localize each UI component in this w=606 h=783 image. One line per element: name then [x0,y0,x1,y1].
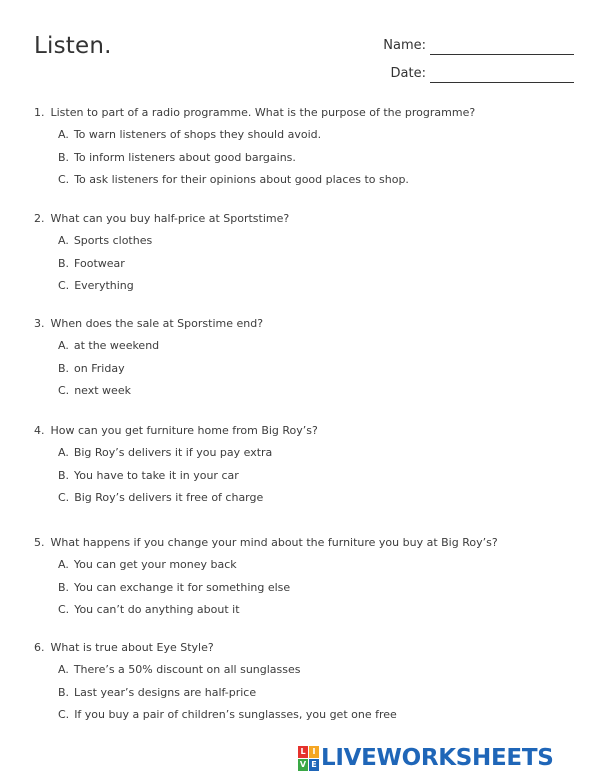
option-letter: A. [58,234,69,247]
answer-option[interactable] [58,257,125,270]
option-text: Footwear [74,257,125,270]
answer-option[interactable] [58,581,290,594]
answer-option[interactable] [58,279,134,292]
answer-option[interactable] [58,362,125,375]
question-2 [34,212,290,292]
answer-option[interactable] [58,128,321,141]
option-letter: A. [58,663,69,676]
question-6 [34,641,397,721]
option-letter: B. [58,151,70,164]
option-text: There’s a 50% discount on all sunglasses [73,663,301,676]
answer-option[interactable] [58,603,240,616]
answer-option[interactable] [58,491,263,504]
logo-letter: E [309,759,319,771]
question-3 [34,317,264,397]
question-prompt: When does the sale at Sporstime end? [50,317,264,330]
answer-option[interactable] [58,384,131,397]
answer-option[interactable] [58,708,397,721]
question-5 [34,536,498,616]
option-text: If you buy a pair of children’s sunglasses, you get one free [74,708,397,721]
option-letter: C. [58,708,70,721]
question-text [34,536,498,549]
option-text: You can get your money back [73,558,237,571]
logo-letter: L [298,746,308,758]
option-letter: A. [58,339,69,352]
answer-option[interactable] [58,151,296,164]
date-label: Date: [390,66,426,81]
option-text: You can’t do anything about it [74,603,240,616]
question-number: 5. [34,536,45,549]
question-prompt: What happens if you change your mind about the furniture you buy at Big Roy’s? [50,536,498,549]
question-text [34,212,289,225]
page-title: Listen. [34,33,112,59]
logo-letter: I [309,746,319,758]
question-1 [34,106,476,186]
option-letter: A. [58,558,69,571]
option-letter: A. [58,128,69,141]
answer-option[interactable] [58,558,237,571]
option-text: Everything [74,279,134,292]
option-letter: C. [58,279,70,292]
option-text: To ask listeners for their opinions about good places to shop. [74,173,409,186]
answer-option[interactable] [58,469,239,482]
option-text: Big Roy’s delivers it free of charge [74,491,264,504]
question-number: 1. [34,106,45,119]
name-field[interactable] [430,54,574,55]
option-letter: B. [58,581,70,594]
question-prompt: How can you get furniture home from Big Roy’s? [50,424,318,437]
question-prompt: Listen to part of a radio programme. What is the purpose of the programme? [50,106,476,119]
date-field[interactable] [430,82,574,83]
question-prompt: What is true about Eye Style? [50,641,214,654]
option-letter: A. [58,446,69,459]
liveworksheets-logo [298,744,553,772]
option-letter: B. [58,362,70,375]
option-text: at the weekend [73,339,160,352]
option-text: You have to take it in your car [74,469,239,482]
option-text: To warn listeners of shops they should avoid. [73,128,322,141]
name-label: Name: [383,38,426,53]
option-text: To inform listeners about good bargains. [74,151,296,164]
answer-option[interactable] [58,446,272,459]
option-letter: C. [58,173,70,186]
answer-option[interactable] [58,686,256,699]
option-letter: B. [58,257,70,270]
option-text: Sports clothes [73,234,153,247]
option-text: Big Roy’s delivers it if you pay extra [73,446,273,459]
logo-letter: V [299,760,307,769]
question-text [34,106,475,119]
question-text [34,317,263,330]
question-prompt: What can you buy half-price at Sportstime? [50,212,290,225]
option-text: You can exchange it for something else [74,581,291,594]
option-text: next week [74,384,131,397]
option-letter: C. [58,603,70,616]
answer-option[interactable] [58,234,152,247]
logo-icon [298,746,319,771]
option-letter: C. [58,384,70,397]
question-number: 2. [34,212,45,225]
question-number: 6. [34,641,45,654]
logo-text: LIVEWORKSHEETS [321,745,554,771]
option-letter: B. [58,469,70,482]
option-text: Last year’s designs are half-price [74,686,257,699]
question-text [34,424,318,437]
option-text: on Friday [74,362,125,375]
question-number: 4. [34,424,45,437]
answer-option[interactable] [58,339,159,352]
option-letter: C. [58,491,70,504]
answer-option[interactable] [58,173,409,186]
option-letter: B. [58,686,70,699]
question-number: 3. [34,317,45,330]
question-text [34,641,214,654]
question-4 [34,424,318,504]
answer-option[interactable] [58,663,301,676]
